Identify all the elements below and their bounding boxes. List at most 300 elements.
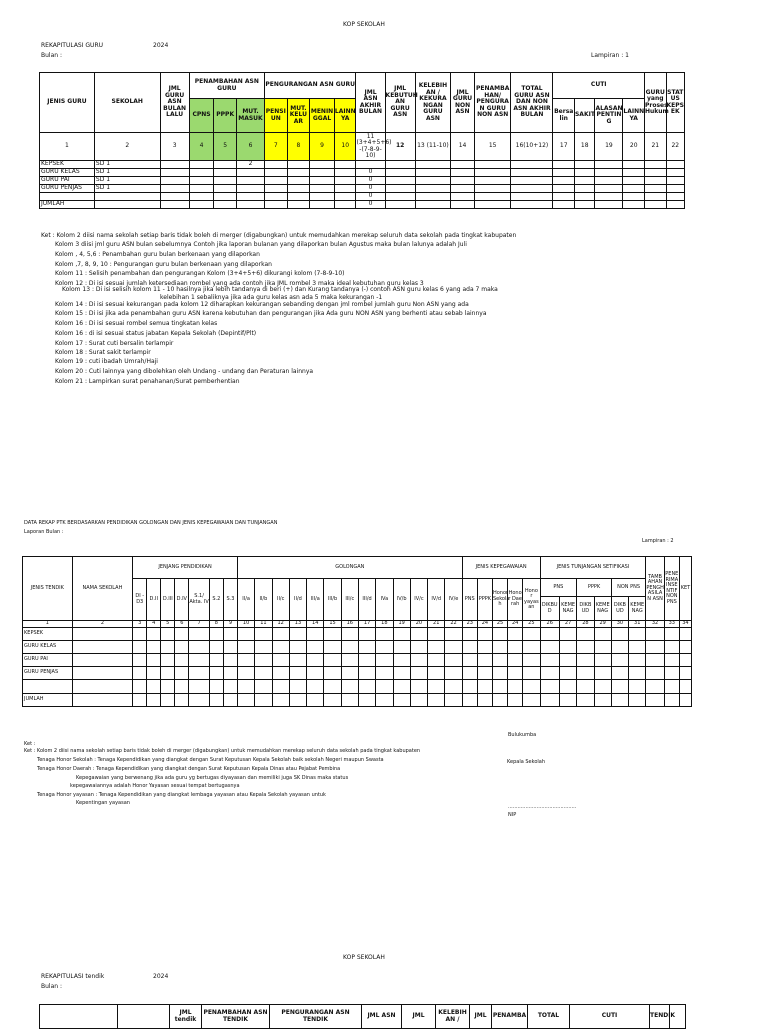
table-cell <box>147 694 161 707</box>
table-cell <box>595 201 623 209</box>
table-cell <box>264 161 287 169</box>
row-sekolah <box>94 201 160 209</box>
table-cell <box>445 654 462 667</box>
hdr-jml-akhir: JML ASN AKHIR BULAN <box>356 73 385 133</box>
table-cell <box>477 628 492 641</box>
row-jenis: GURU PENJAS <box>40 185 95 193</box>
table-cell <box>324 641 341 654</box>
rekap-header: TENDIK <box>650 1005 670 1029</box>
golongan-header: II/d <box>289 579 306 621</box>
table-cell <box>679 694 691 707</box>
table-cell <box>385 185 415 193</box>
table-cell <box>161 694 175 707</box>
jenjang-header: D.III <box>161 579 175 621</box>
table-cell <box>214 201 237 209</box>
table-cell <box>451 161 475 169</box>
table-cell <box>334 177 356 185</box>
column-number: 3 <box>160 133 189 161</box>
tunjangan-header: DIKB UD <box>611 597 628 621</box>
table-cell <box>415 169 451 177</box>
hdr-jenjang: JENJANG PENDIDIKAN <box>133 557 238 579</box>
lampiran-2: Lampiran : 2 <box>642 538 674 544</box>
empty-header <box>40 1005 118 1029</box>
table-cell <box>611 680 628 694</box>
kepegawaian-header: PPPK <box>477 579 492 621</box>
table-cell <box>428 680 445 694</box>
table-cell <box>679 641 691 654</box>
table-cell <box>629 654 646 667</box>
table-cell <box>385 193 415 201</box>
kepegawaian-header: Honor Sekola h <box>492 579 507 621</box>
table-cell <box>577 667 594 680</box>
table-cell <box>474 201 511 209</box>
table-cell <box>511 193 553 201</box>
tunjangan-header: DIKBU D <box>540 597 559 621</box>
table-cell <box>623 177 645 185</box>
table-cell <box>133 667 147 680</box>
signature-place: Bulukumba <box>508 732 537 738</box>
table-cell <box>72 680 133 694</box>
column-number: 16(10+12) <box>511 133 553 161</box>
table-cell <box>72 641 133 654</box>
column-number: 28 <box>577 621 594 628</box>
table-cell <box>574 169 594 177</box>
table-cell <box>410 667 427 680</box>
table-cell <box>428 628 445 641</box>
column-number: 7 <box>189 621 210 628</box>
table-cell <box>175 667 189 680</box>
table-cell <box>611 694 628 707</box>
rekap-header: TOTAL <box>528 1005 570 1029</box>
table-cell <box>679 654 691 667</box>
table-row <box>40 177 685 185</box>
table-cell <box>474 185 511 193</box>
column-number-row <box>23 621 692 628</box>
hdr-lainnya: LAINN YA <box>334 99 356 133</box>
table-cell <box>666 177 684 185</box>
table-cell <box>237 641 254 654</box>
hdr-golongan: GOLONGAN <box>237 557 462 579</box>
table-cell <box>358 680 375 694</box>
table-cell <box>594 641 611 654</box>
column-number: 5 <box>161 621 175 628</box>
column-number: 33 <box>664 621 679 628</box>
table-cell <box>264 201 287 209</box>
hdr-cpns: CPNS <box>189 99 214 133</box>
hdr-penambahan-non: PENAMBA HAN/ PENGURA N GURU NON ASN <box>474 73 511 133</box>
table-cell <box>72 694 133 707</box>
table-cell <box>214 169 237 177</box>
table-cell <box>574 201 594 209</box>
column-number: 1 <box>40 133 95 161</box>
table-cell <box>577 628 594 641</box>
hdr-proses-hukum: GURU yang Proses Hukum <box>645 73 667 133</box>
golongan-header: II/b <box>255 579 272 621</box>
jenjang-header: S.3 <box>223 579 237 621</box>
table-cell <box>646 667 664 680</box>
row-jml-akhir: 0 <box>356 201 385 209</box>
ket-line: Kolom 20 : Cuti lainnya yang dibolehkan oleh Undang - undang dan Peraturan lainnya <box>55 368 314 375</box>
table-row <box>23 628 692 641</box>
table-cell <box>508 628 523 641</box>
table-cell <box>334 185 356 193</box>
table-cell <box>255 641 272 654</box>
table-cell <box>577 694 594 707</box>
table-cell <box>611 628 628 641</box>
rekap-header: PENGURANGAN ASN TENDIK <box>270 1005 362 1029</box>
row-jml-akhir: 0 <box>356 169 385 177</box>
kepegawaian-header: PNS <box>462 579 477 621</box>
table-cell <box>445 641 462 654</box>
table-cell <box>189 201 214 209</box>
table-cell <box>289 654 306 667</box>
table-cell <box>664 667 679 680</box>
table-cell <box>272 654 289 667</box>
report-year-1: 2024 <box>153 42 169 49</box>
row-mut-masuk: 2 <box>236 161 264 169</box>
table-cell <box>445 680 462 694</box>
kop-sekolah-1: KOP SEKOLAH <box>343 21 385 28</box>
column-number: 10 <box>334 133 356 161</box>
table-cell <box>161 628 175 641</box>
table-cell <box>574 185 594 193</box>
table-cell <box>189 680 210 694</box>
column-number: 25 <box>492 621 507 628</box>
hdr-tunjangan: JENIS TUNJANGAN SETIFIKASI <box>540 557 646 579</box>
table-cell <box>72 654 133 667</box>
table-cell <box>287 185 310 193</box>
table-cell <box>664 680 679 694</box>
table-cell <box>161 641 175 654</box>
tunjangan-group-non-pns: NON PNS <box>611 579 646 597</box>
table-cell <box>477 641 492 654</box>
table-cell <box>209 694 223 707</box>
table-cell <box>287 201 310 209</box>
table-cell <box>646 628 664 641</box>
table-cell <box>523 667 540 680</box>
table-cell <box>160 185 189 193</box>
table-cell <box>623 169 645 177</box>
column-number: 19 <box>393 621 410 628</box>
table-cell <box>645 177 667 185</box>
tendik-rekap-table <box>39 1004 686 1029</box>
table-cell <box>223 654 237 667</box>
table-cell <box>492 667 507 680</box>
table-cell <box>189 161 214 169</box>
column-number: 16 <box>341 621 358 628</box>
table-cell <box>307 628 324 641</box>
column-number: 20 <box>410 621 427 628</box>
row-jenis-tendik: GURU PENJAS <box>23 667 73 680</box>
table-cell <box>428 641 445 654</box>
table-cell <box>595 169 623 177</box>
table-cell <box>324 667 341 680</box>
table-cell <box>324 694 341 707</box>
ket-line: Kolom 11 : Selisih penambahan dan pengurangan Kolom (3+4+5+6) dikurangi kolom (7-8-9-10) <box>55 270 345 277</box>
table-cell <box>445 667 462 680</box>
table-cell <box>358 628 375 641</box>
table-cell <box>393 641 410 654</box>
ket-line: Kolom 14 : Di isi sesuai kekurangan pada kolom 12 diharapkan kekurangan sebanding dengan jml rombel jumlah guru Non ASN yang ada <box>55 301 469 308</box>
table-cell <box>477 667 492 680</box>
table-cell <box>289 680 306 694</box>
column-number: 3 <box>133 621 147 628</box>
ket-line: kelebihan 1 sebaliknya jika ada guru kelas asn ada 5 maka kekurangan -1 <box>160 294 383 301</box>
lampiran-1: Lampiran : 1 <box>591 52 629 59</box>
ket-line: Ket : Kolom 2 diisi nama sekolah setiap baris tidak boleh di merger (digabungkan) untuk memudahkan merekap seluruh data sekolah pada tingkat kabupaten <box>24 748 421 754</box>
table-cell <box>264 169 287 177</box>
ket-line: Kolom 3 diisi jml guru ASN bulan sebelumnya Contoh jika laporan bulanan yang dilaporkan bulan Agustus maka bulan lalunya adalah Juli <box>55 241 467 248</box>
hdr-ket: KET <box>679 557 691 621</box>
table-cell <box>189 169 214 177</box>
table-cell <box>209 641 223 654</box>
table-cell <box>451 177 475 185</box>
table-cell <box>307 694 324 707</box>
table-cell <box>553 201 575 209</box>
table-cell <box>540 694 559 707</box>
column-number: 13 <box>289 621 306 628</box>
table-cell <box>666 185 684 193</box>
table-cell <box>237 694 254 707</box>
row-sekolah: SD 1 <box>94 177 160 185</box>
hdr-nama-sekolah: NAMA SEKOLAH <box>72 557 133 621</box>
row-sekolah: SD 1 <box>94 161 160 169</box>
row-jenis-tendik: KEPSEK <box>23 628 73 641</box>
table-cell <box>376 641 393 654</box>
table-cell <box>595 185 623 193</box>
table-cell <box>189 628 210 641</box>
table-cell <box>147 654 161 667</box>
table-cell <box>214 193 237 201</box>
table-cell <box>272 641 289 654</box>
column-number: 20 <box>623 133 645 161</box>
golongan-header: III/b <box>324 579 341 621</box>
column-number: 31 <box>629 621 646 628</box>
table-row <box>23 641 692 654</box>
table-cell <box>393 694 410 707</box>
column-number: 17 <box>358 621 375 628</box>
ket-line: Kolom 13 : Di isi selisih kolom 11 - 10 hasilnya jika lebih tandanya di beri (+) dan Kurang tandanya (-) contoh ASN guru kelas 6 yang ada 7 maka <box>62 286 498 293</box>
column-number: 34 <box>679 621 691 628</box>
table-cell <box>272 680 289 694</box>
jenjang-header: D.IV <box>175 579 189 621</box>
table-cell <box>307 680 324 694</box>
row-jenis-tendik: JUMLAH <box>23 694 73 707</box>
report-year-3: 2024 <box>153 973 169 980</box>
ket-line: Kolom , 4, 5,6 : Penambahan guru bulan berkenaan yang dilaporkan <box>55 251 260 258</box>
table-cell <box>623 185 645 193</box>
golongan-header: IVa <box>376 579 393 621</box>
jenjang-header: S.2 <box>209 579 223 621</box>
table-cell <box>223 628 237 641</box>
table-cell <box>666 161 684 169</box>
table-cell <box>310 169 335 177</box>
table-cell <box>523 680 540 694</box>
table-cell <box>595 177 623 185</box>
table-cell <box>175 680 189 694</box>
table-cell <box>160 169 189 177</box>
table-cell <box>334 161 356 169</box>
table-cell <box>577 680 594 694</box>
row-jml-akhir: 0 <box>356 193 385 201</box>
table-cell <box>629 667 646 680</box>
row-jenis-tendik <box>23 680 73 694</box>
table-cell <box>623 193 645 201</box>
golongan-header: IV/e <box>445 579 462 621</box>
report-title-3: REKAPITULASI tendik <box>41 973 105 980</box>
table-cell <box>679 667 691 680</box>
table-cell <box>540 628 559 641</box>
column-number: 14 <box>451 133 475 161</box>
column-number: 25 <box>523 621 540 628</box>
table-cell <box>629 680 646 694</box>
table-cell <box>393 628 410 641</box>
table-cell <box>324 654 341 667</box>
golongan-header: IV/d <box>428 579 445 621</box>
table-cell <box>385 161 415 169</box>
column-number: 29 <box>594 621 611 628</box>
table-cell <box>358 667 375 680</box>
table-cell <box>508 641 523 654</box>
tunjangan-header: DIKB UD <box>577 597 594 621</box>
bulan-label-2: Laporan Bulan : <box>24 529 64 535</box>
rekap-header: PENAMBA <box>492 1005 528 1029</box>
table-cell <box>553 193 575 201</box>
hdr-tambahan: TAMB AHAN PENGH ASILA N ASN <box>646 557 664 621</box>
table-cell <box>287 193 310 201</box>
column-number: 17 <box>553 133 575 161</box>
table-cell <box>133 680 147 694</box>
table-cell <box>223 694 237 707</box>
ket-line: Kolom 15 : Di isi jika ada penambahan guru ASN karena kebutuhan dan pengurangan jika Ada guru NON ASN yang berhenti atau sebab lainnya <box>55 310 487 317</box>
table-cell <box>415 177 451 185</box>
column-number: 14 <box>307 621 324 628</box>
column-number: 18 <box>376 621 393 628</box>
column-number: 12 <box>272 621 289 628</box>
table-cell <box>376 680 393 694</box>
table-cell <box>189 654 210 667</box>
table-cell <box>523 694 540 707</box>
ket-line: Kolom 17 : Surat cuti bersalin terlampir <box>55 340 174 347</box>
row-jenis: GURU PAI <box>40 177 95 185</box>
table-cell <box>594 694 611 707</box>
column-number: 18 <box>574 133 594 161</box>
row-jml-akhir: 0 <box>356 177 385 185</box>
kepegawaian-header: Hono r yayas an <box>523 579 540 621</box>
table-cell <box>287 169 310 177</box>
ket-line: Kolom 21 : Lampirkan surat penahanan/Surat pemberhentian <box>55 378 240 385</box>
table-cell <box>508 694 523 707</box>
table-cell <box>474 177 511 185</box>
table-cell <box>645 185 667 193</box>
table-cell <box>451 201 475 209</box>
table-cell <box>451 185 475 193</box>
rekap-header: JML <box>470 1005 492 1029</box>
table-cell <box>161 680 175 694</box>
column-number: 27 <box>559 621 576 628</box>
table-cell <box>523 654 540 667</box>
column-number: 5 <box>214 133 237 161</box>
column-number: 24 <box>508 621 523 628</box>
table-cell <box>385 201 415 209</box>
table-cell <box>189 694 210 707</box>
table-cell <box>474 169 511 177</box>
column-number: 19 <box>595 133 623 161</box>
table-cell <box>646 641 664 654</box>
table-cell <box>611 654 628 667</box>
ket-line: Kolom 19 : cuti ibadah Umrah/Haji <box>55 358 158 365</box>
row-mut-masuk <box>236 193 264 201</box>
table-cell <box>511 177 553 185</box>
table-cell <box>289 641 306 654</box>
hdr-alasan: ALASAN PENTIN G <box>595 99 623 133</box>
table-cell <box>410 628 427 641</box>
table-cell <box>310 161 335 169</box>
table-cell <box>646 694 664 707</box>
table-row <box>40 161 685 169</box>
table-cell <box>477 654 492 667</box>
column-number: 12 <box>385 133 415 161</box>
table-cell <box>189 177 214 185</box>
table-cell <box>341 694 358 707</box>
table-cell <box>237 667 254 680</box>
table-cell <box>474 161 511 169</box>
table-cell <box>237 654 254 667</box>
table-cell <box>264 177 287 185</box>
hdr-sakit: SAKIT <box>574 99 594 133</box>
table-cell <box>559 654 576 667</box>
row-mut-masuk <box>236 169 264 177</box>
hdr-cuti-lainnya: LAINN YA <box>623 99 645 133</box>
table-cell <box>287 177 310 185</box>
table-cell <box>559 641 576 654</box>
row-jenis: GURU KELAS <box>40 169 95 177</box>
table-cell <box>553 161 575 169</box>
table-row <box>40 193 685 201</box>
table-cell <box>189 641 210 654</box>
hdr-meninggal: MENIN GGAL <box>310 99 335 133</box>
ket-line: Tenaga Honor Daerah : Tenaga Kependidikan yang diangkat dengan Surat Keputusan Kepala Dinas atau Pejabat Pembina <box>37 766 341 772</box>
table-cell <box>334 193 356 201</box>
table-cell <box>679 680 691 694</box>
table-cell <box>645 201 667 209</box>
table-cell <box>474 193 511 201</box>
table-cell <box>334 201 356 209</box>
column-number: 32 <box>646 621 664 628</box>
hdr-cuti: CUTI <box>553 73 645 99</box>
table-cell <box>310 185 335 193</box>
row-sekolah: SD 1 <box>94 185 160 193</box>
table-cell <box>415 201 451 209</box>
ket-line: Kepegawaian yang berwenang jika ada guru yg bertugas diyayasan dan memiliki juga SK Dinas maka status <box>76 775 349 781</box>
table-cell <box>175 628 189 641</box>
table-cell <box>629 694 646 707</box>
rekap-header: CUTI <box>570 1005 650 1029</box>
signature-role: Kepala Sekolah <box>507 759 546 765</box>
table-cell <box>133 641 147 654</box>
table-row <box>40 169 685 177</box>
column-number: 2 <box>72 621 133 628</box>
table-cell <box>310 193 335 201</box>
table-cell <box>147 641 161 654</box>
column-number: 8 <box>287 133 310 161</box>
table-cell <box>451 169 475 177</box>
header-row <box>40 1005 686 1029</box>
table-cell <box>385 169 415 177</box>
table-cell <box>574 177 594 185</box>
table-cell <box>310 201 335 209</box>
ket-line: Kolom ,7, 8, 9, 10 : Pengurangan guru bulan berkenaan yang dilaporkan <box>55 261 272 268</box>
